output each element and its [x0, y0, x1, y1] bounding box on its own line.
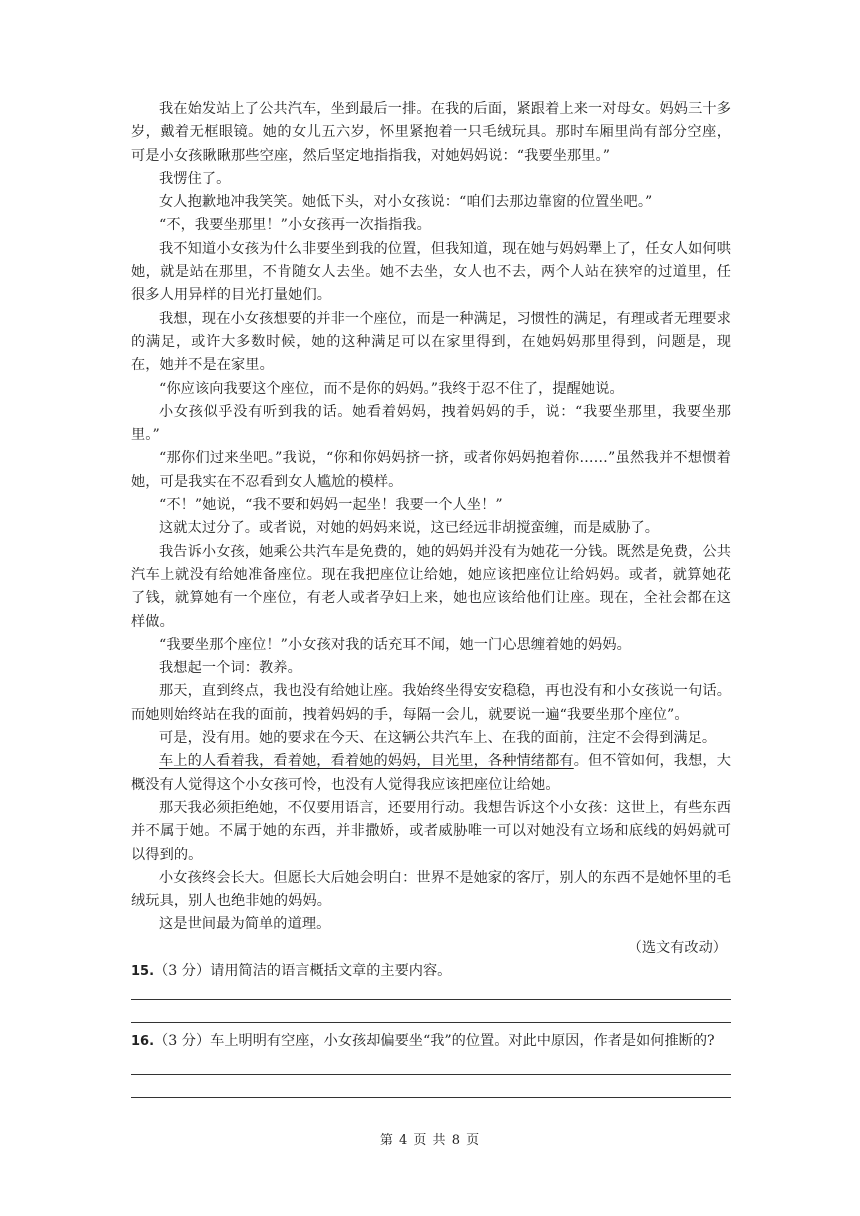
question-15-number: 15.	[131, 963, 155, 979]
paragraph-9: “那你们过来坐吧。”我说，“你和你妈妈挤一挤，或者你妈妈抱着你……”虽然我并不想惯着她，可是我实在不忍看到女人尴尬的模样。	[131, 450, 731, 490]
paragraph-13: “我要坐那个座位！”小女孩对我的话充耳不闻，她一门心思缠着她的妈妈。	[159, 636, 631, 653]
paragraph-2: 我愣住了。	[159, 170, 231, 187]
paragraph-6: 我想，现在小女孩想要的并非一个座位，而是一种满足，习惯性的满足，有理或者无理要求的满足，或许大多数时候，她的这种满足可以在家里得到，在她妈妈那里得到，问题是，现在，她并不是在家里。	[131, 310, 731, 374]
paragraph-3: 女人抱歉地冲我笑笑。她低下头，对小女孩说：“咱们去那边靠窗的位置坐吧。”	[159, 194, 653, 211]
paragraph-12: 我告诉小女孩，她乘公共汽车是免费的，她的妈妈并没有为她花一分钱。既然是免费，公共汽车上就没有给她准备座位。现在我把座位让给她，她应该把座位让给妈妈。或者，就算她花了钱，就算她有一个座位，有老人或者孕妇上来，她也应该给他们让座。现在，全社会都在这样做。	[131, 543, 731, 630]
question-16	[131, 1030, 731, 1053]
question-16-text: （3 分）车上明明有空座，小女孩却偏要坐“我”的位置。对此中原因，作者是如何推断的?	[154, 1033, 715, 1050]
paragraph-10: “不！”她说，“我不要和妈妈一起坐！我要一个人坐！”	[159, 497, 503, 514]
paragraph-7: “你应该向我要这个座位，而不是你的妈妈。”我终于忍不住了，提醒她说。	[159, 380, 624, 397]
paragraph-14: 我想起一个词：教养。	[159, 660, 302, 677]
paragraph-1: 我在始发站上了公共汽车，坐到最后一排。在我的后面，紧跟着上来一对母女。妈妈三十多岁，戴着无框眼镜。她的女儿五六岁，怀里紧抱着一只毛绒玩具。那时车厢里尚有部分空座，可是小女孩瞅瞅那些空座，然后坚定地指指我，对她妈妈说：“我要坐那里。”	[131, 101, 731, 164]
underlined-sentence: 车上的人看着我，看着她，看着她的妈妈，目光里，各种情绪都有	[159, 753, 574, 770]
paragraph-15: 那天，直到终点，我也没有给她让座。我始终坐得安安稳稳，再也没有和小女孩说一句话。而她则始终站在我的面前，拽着妈妈的手，每隔一会儿，就要说一遍“我要坐那个座位”。	[131, 683, 731, 723]
paragraph-19: 小女孩终会长大。但愿长大后她会明白：世界不是她家的客厅，别人的东西不是她怀里的毛绒玩具，别人也绝非她的妈妈。	[131, 869, 731, 910]
page-footer: 第 4 页 共 8 页	[379, 1133, 481, 1148]
question-16-number: 16.	[131, 1034, 155, 1050]
underlined-paragraph-rest: 。但不管如何，我想，大概没有人觉得这个小女孩可怜，也没有人觉得我应该把座位让给她。	[131, 753, 731, 793]
question-15-text: （3 分）请用简洁的语言概括文章的主要内容。	[154, 962, 452, 979]
paragraph-18: 那天我必须拒绝她，不仅要用语言，还要用行动。我想告诉这个小女孩：这世上，有些东西并不属于她。不属于她的东西，并非撒娇，或者威胁唯一可以对她没有立场和底线的妈妈就可以得到的。	[131, 799, 731, 863]
paragraph-16: 可是，没有用。她的要求在今天、在这辆公共汽车上、在我的面前，注定不会得到满足。	[159, 730, 717, 747]
paragraph-17-underlined	[131, 750, 731, 797]
article-body	[131, 98, 731, 1098]
paragraph-11: 这就太过分了。或者说，对她的妈妈来说，这已经远非胡搅蛮缠，而是威胁了。	[159, 520, 660, 537]
answer-line-16b[interactable]	[131, 1097, 731, 1098]
question-15	[131, 960, 731, 983]
paragraph-5: 我不知道小女孩为什么非要坐到我的位置，但我知道，现在她与妈妈犟上了，任女人如何哄她，就是站在那里，不肯随女人去坐。她不去坐，女人也不去，两个人站在狭窄的过道里，任很多人用异样的目光打量她们。	[131, 240, 731, 304]
source-note: （选文有改动）	[627, 939, 727, 956]
paragraph-20: 这是世间最为简单的道理。	[159, 916, 331, 933]
paragraph-4: “不，我要坐那里！”小女孩再一次指指我。	[159, 217, 431, 234]
paragraph-8: 小女孩似乎没有听到我的话。她看着妈妈，拽着妈妈的手，说：“我要坐那里，我要坐那里。”	[131, 403, 731, 444]
